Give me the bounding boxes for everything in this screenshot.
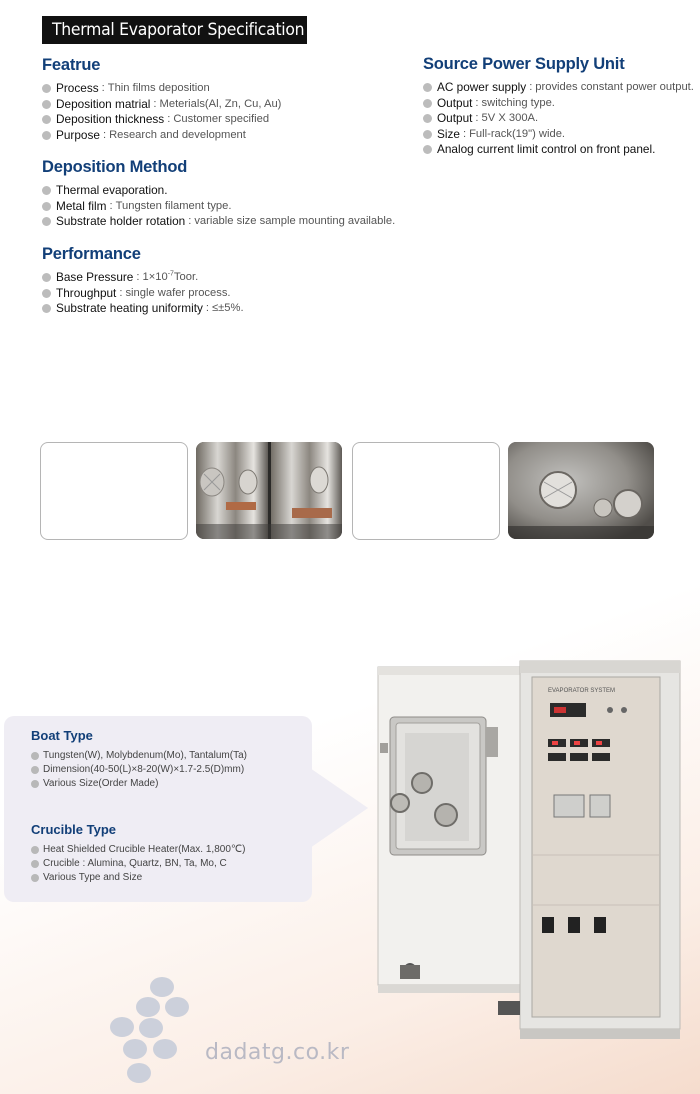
dots-logo-icon	[105, 975, 195, 1090]
spec-value: 5V X 300A.	[481, 112, 539, 124]
bullet-icon	[423, 83, 432, 92]
spec-label: Output	[437, 95, 473, 110]
list-item	[31, 843, 245, 857]
spec-label: AC power supply	[437, 80, 527, 94]
bullet-icon	[423, 145, 432, 154]
spec-item	[42, 214, 395, 230]
boat-type-block	[31, 728, 247, 791]
spec-item	[423, 96, 694, 112]
spec-label: Metal film	[56, 198, 107, 213]
page-title-banner	[42, 16, 307, 44]
deposition-section	[42, 158, 395, 230]
spec-value: Tungsten filament type.	[115, 199, 232, 212]
spec-value: variable size sample mounting available.	[194, 215, 396, 227]
spec-value: switching type.	[481, 96, 555, 109]
bullet-icon	[31, 860, 39, 868]
boat-item-text: Dimension(40-50(L)×8-20(W)×1.7-2.5(D)mm)	[43, 764, 245, 775]
spec-item	[42, 199, 395, 215]
spec-separator: :	[167, 113, 171, 125]
spec-label: Deposition thickness	[56, 112, 165, 126]
bullet-icon	[42, 202, 51, 211]
spec-label: Substrate heating uniformity	[56, 301, 203, 315]
crucible-item-text: Heat Shielded Crucible Heater(Max. 1,800℃)	[43, 844, 246, 855]
bullet-icon	[31, 766, 39, 774]
crucible-item-text: Crucible : Alumina, Quartz, BN, Ta, Mo, C	[43, 858, 227, 869]
pressure-exponent: -7	[167, 270, 174, 278]
spec-item	[42, 112, 281, 128]
bullet-icon	[42, 217, 51, 226]
chamber-detail-image	[508, 442, 654, 539]
chamber-photo-1	[196, 442, 342, 539]
bullet-icon	[42, 115, 51, 124]
chamber-interior-image	[196, 442, 342, 539]
bullet-icon	[423, 114, 432, 123]
spec-item	[423, 127, 694, 143]
feature-section	[42, 56, 281, 143]
bullet-icon	[42, 84, 51, 93]
spec-label: Base Pressure	[56, 270, 134, 284]
bullet-icon	[42, 304, 51, 313]
spec-value	[142, 270, 198, 286]
performance-heading: Performance	[42, 245, 141, 263]
spec-separator: :	[101, 82, 105, 94]
spec-separator: :	[109, 199, 113, 212]
spec-item	[42, 128, 281, 144]
spec-item	[423, 80, 694, 96]
list-item	[31, 763, 247, 777]
photo-placeholder-1	[40, 442, 188, 540]
spec-label: Analog current limit control on front panel.	[437, 142, 656, 156]
bullet-icon	[31, 874, 39, 882]
spec-label: Deposition matrial	[56, 96, 151, 111]
deposition-heading: Deposition Method	[42, 158, 188, 176]
bullet-icon	[42, 289, 51, 298]
spec-separator: :	[529, 81, 533, 93]
photo-placeholder-2	[352, 442, 500, 540]
spec-label: Thermal evaporation.	[56, 183, 168, 197]
spec-label: Output	[437, 111, 473, 125]
pressure-base: 1×10	[142, 271, 168, 283]
spec-item	[42, 183, 395, 199]
evaporator-system-machine	[370, 655, 692, 1045]
spec-label: Process	[56, 81, 99, 95]
spec-item	[42, 270, 244, 286]
spec-value: Meterials(Al, Zn, Cu, Au)	[159, 97, 282, 110]
spec-item	[42, 81, 281, 97]
callout-pointer	[310, 768, 368, 848]
spec-separator: :	[102, 128, 107, 141]
spec-value: Research and development	[109, 128, 246, 141]
list-item	[31, 857, 245, 871]
spec-separator: :	[475, 96, 479, 109]
spec-value: single wafer process.	[125, 286, 231, 299]
spec-label: Purpose	[56, 127, 100, 142]
list-item	[31, 777, 247, 791]
footer-url: dadatg.co.kr	[205, 1040, 350, 1065]
boat-item-text: Tungsten(W), Molybdenum(Mo), Tantalum(Ta)	[43, 750, 247, 761]
bullet-icon	[42, 273, 51, 282]
power-heading: Source Power Supply Unit	[423, 55, 625, 73]
spec-value: Customer specified	[173, 113, 270, 125]
spec-value: provides constant power output.	[535, 81, 694, 93]
boat-type-heading: Boat Type	[31, 728, 93, 743]
spec-item	[42, 301, 244, 317]
bullet-icon	[31, 752, 39, 760]
bullet-icon	[423, 130, 432, 139]
spec-separator: :	[136, 271, 140, 283]
spec-item	[42, 286, 244, 302]
spec-separator: :	[119, 286, 123, 299]
crucible-type-block	[31, 822, 245, 885]
list-item	[31, 749, 247, 763]
bullet-icon	[31, 846, 39, 854]
power-section	[423, 55, 694, 158]
spec-separator: :	[188, 215, 192, 227]
spec-label: Size	[437, 126, 460, 141]
spec-label: Throughput	[56, 285, 117, 300]
spec-item	[423, 111, 694, 127]
list-item	[31, 871, 245, 885]
boat-item-text: Various Size(Order Made)	[43, 778, 159, 789]
spec-value: ≤±5%.	[212, 302, 244, 314]
spec-separator: :	[475, 112, 479, 124]
spec-separator: :	[153, 97, 157, 110]
bullet-icon	[423, 99, 432, 108]
bullet-icon	[42, 131, 51, 140]
spec-item	[42, 97, 281, 113]
boat-crucible-callout	[4, 716, 312, 902]
spec-value: Thin films deposition	[107, 82, 210, 94]
crucible-item-text: Various Type and Size	[43, 872, 143, 883]
spec-value: Full-rack(19") wide.	[469, 127, 566, 140]
spec-label: Substrate holder rotation	[56, 214, 186, 228]
crucible-type-heading: Crucible Type	[31, 822, 117, 837]
page-title: Thermal Evaporator Specification	[52, 20, 305, 40]
spec-separator: :	[205, 302, 209, 314]
bullet-icon	[31, 780, 39, 788]
pressure-unit: Toor.	[173, 271, 199, 283]
feature-heading: Featrue	[42, 56, 101, 74]
bullet-icon	[42, 186, 51, 195]
machine-panel-label: EVAPORATOR SYSTEM	[548, 688, 616, 694]
chamber-photo-2	[508, 442, 654, 539]
performance-section	[42, 245, 244, 317]
bullet-icon	[42, 100, 51, 109]
spec-item	[423, 142, 694, 158]
spec-separator: :	[462, 127, 467, 140]
